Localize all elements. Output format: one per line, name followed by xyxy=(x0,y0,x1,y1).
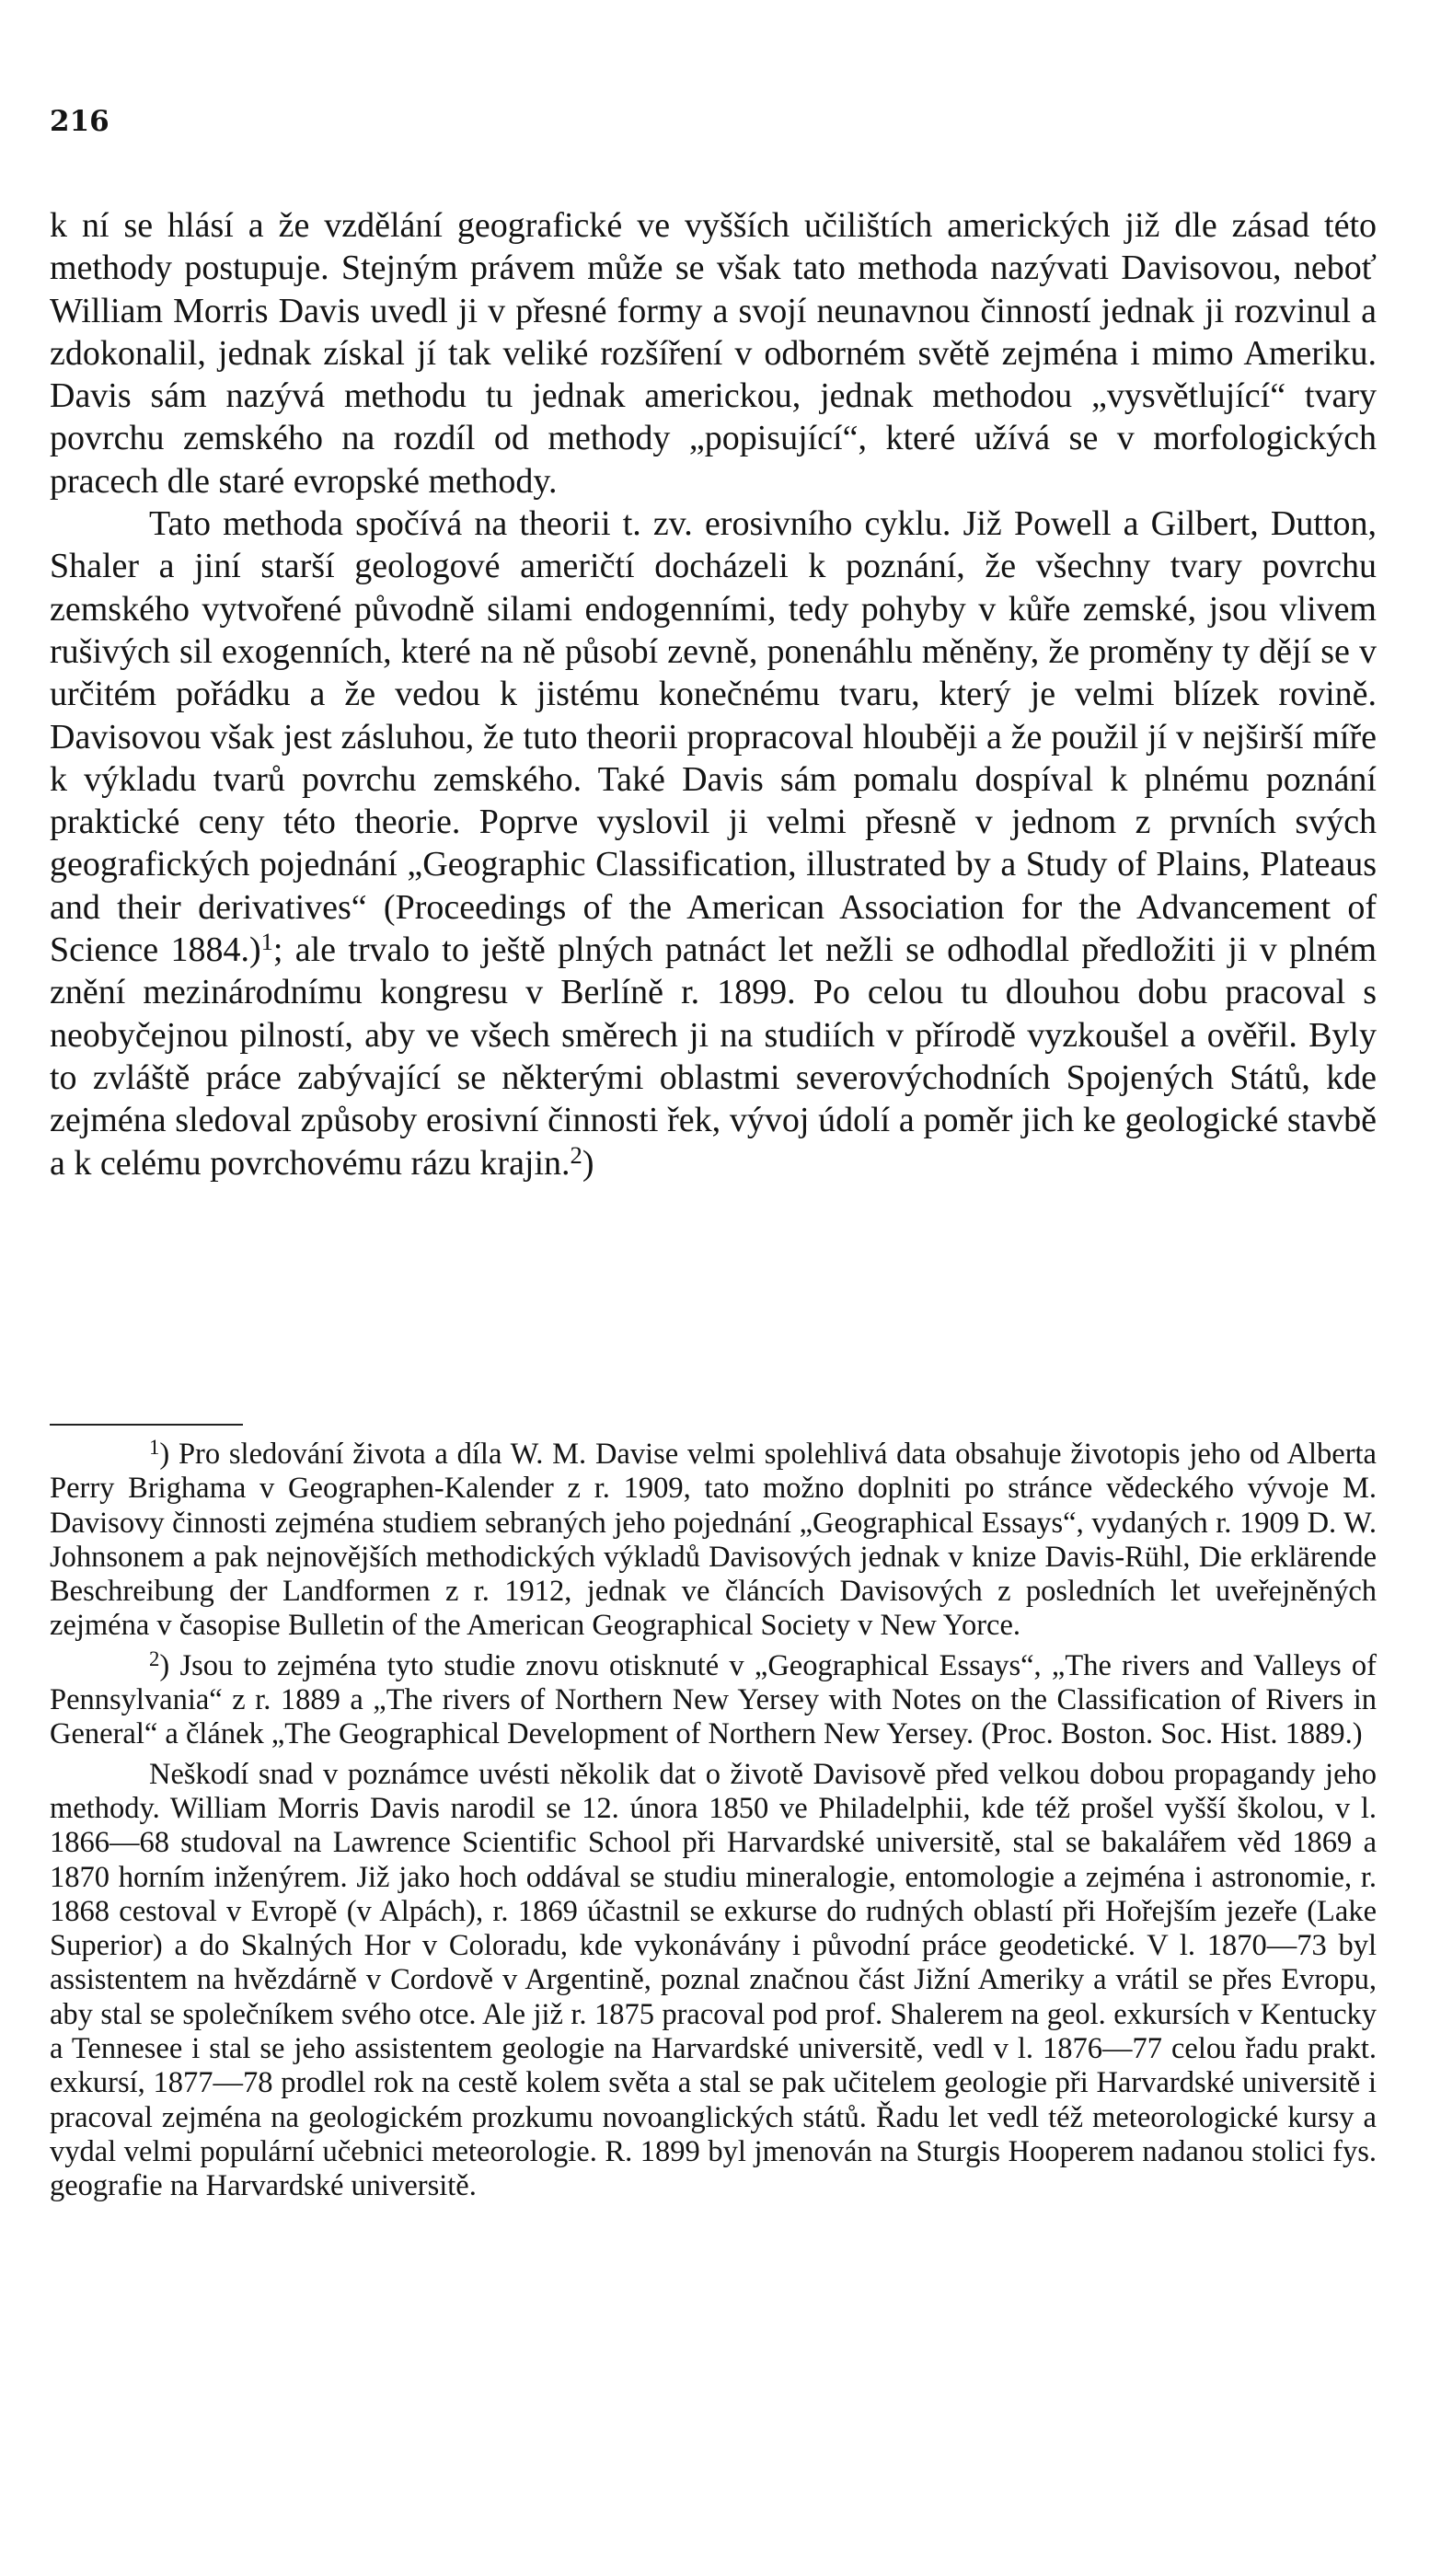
body-paragraph-2-text-end: ) xyxy=(582,1143,594,1183)
footnote-2-text: ) Jsou to zejména tyto studie znovu otisknuté v „Geographical Essays“, „The rivers and Valleys of Pennsylvania“ z r. 1889 a „The rivers of Northern New Yersey with Notes on the Classification of Rivers in General“ a článek „The Geographical Development of Northern New Yersey. (Proc. Boston. Soc. Hist. 1889.) xyxy=(50,1648,1377,1751)
footnote-divider xyxy=(50,1424,243,1426)
footnote-2-mark: 2 xyxy=(149,1646,160,1670)
footnote-reference-1: 1 xyxy=(260,928,273,956)
body-paragraph-2 xyxy=(50,502,1377,1184)
footnote-1-text: ) Pro sledování života a díla W. M. Davise velmi spolehlivá data obsahuje životopis jeho od Alberta Perry Brighama v Geographen-Kalender z r. 1909, tato možno doplniti po stránce vědeckého vývoje M. Davisovy činnosti zejména studiem sebraných jeho pojednání „Geographical Essays“, vydaných r. 1909 D. W. Johnsonem a pak nejnovějších methodických výkladů Davisových jednak v knize Davis-Rühl, Die erklärende Beschreibung der Landformen z r. 1912, jednak ve článcích Davisových z posledních let uveřejněných zejména v časopise Bulletin of the American Geographical Society v New Yorce. xyxy=(50,1438,1377,1643)
footnotes-section xyxy=(50,1435,1377,2204)
body-paragraph-1: k ní se hlásí a že vzdělání geografické ve vyšších učilištích amerických již dle zásad této methody postupuje. Stejným právem může se však tato methoda nazývati Davisovou, neboť William Morris Davis uvedl ji v přesné formy a svojí neunavnou činností jednak ji rozvinul a zdokonalil, jednak získal jí tak veliké rozšíření v odborném světě zejména i mimo Ameriku. Davis sám nazývá methodu tu jednak americkou, jednak methodou „vysvětlující“ tvary povrchu zemského na rozdíl od methody „popisující“, které užívá se v morfologických pracech dle staré evropské methody. xyxy=(50,206,1377,501)
footnote-1-mark: 1 xyxy=(149,1435,160,1459)
page-number: 216 xyxy=(50,105,110,138)
footnote-biography-paragraph: Neškodí snad v poznámce uvésti několik dat o životě Davisově před velkou dobou propagandy jeho methody. William Morris Davis narodil se 12. února 1850 ve Philadelphii, kde též prošel vyšší školou, v l. 1866—68 studoval na Lawrence Scientific School při Harvardské universitě, stal se bakalářem věd 1869 a 1870 horním inženýrem. Již jako hoch oddával se studiu mineralogie, entomologie a zejména i astronomie, r. 1868 cestoval v Evropě (v Alpách), r. 1869 účastnil se exkurse do rudných oblastí při Hořejším jezeře (Lake Superior) a do Skalných Hor v Coloradu, kde vykonávány i původní práce geodetické. V l. 1870—73 byl assistentem na hvězdárně v Cordově v Argentině, poznal značnou část Jižní Ameriky a vrátil se přes Evropu, aby stal se společníkem svého otce. Ale již r. 1875 pracoval pod prof. Shalerem na geol. exkursích v Kentucky a Tennesee i stal se jeho assistentem geologie na Harvardské universitě, vedl v l. 1876—77 celou řadu prakt. exkursí, 1877—78 prodlel rok na cestě kolem světa a stal se pak učitelem geologie při Harvardské universitě i pracoval zejména na geologickém prozkumu novoanglických států. Řadu let vedl též meteorologické kursy a vydal velmi populární učebnici meteorologie. R. 1899 byl jmenován na Sturgis Hooperem nadanou stolici fys. geografie na Harvardské universitě. xyxy=(50,1757,1377,2203)
footnote-2 xyxy=(50,1646,1377,1752)
footnote-reference-2: 2 xyxy=(570,1140,582,1169)
body-paragraph-2-text-middle: ; ale trvalo to ještě plných patnáct let nežli se odhodlal předložiti ji v plném znění mezinárodnímu kongresu v Berlíně r. 1899. Po celou tu dlouhou dobu pracoval s neobyčejnou pilností, aby ve všech směrech ji na studiích v přírodě vyzkoušel a ověřil. Byly to zvláště práce zabývající se některými oblastmi severovýchodních Spojených Států, kde zejména sledoval způsoby erosivní činnosti řek, vývoj údolí a poměr jich ke geologické stavbě a k celému povrchovému rázu krajin. xyxy=(50,930,1377,1183)
footnote-1 xyxy=(50,1435,1377,1644)
main-body-text xyxy=(50,204,1377,1184)
body-paragraph-2-text-start: Tato methoda spočívá na theorii t. zv. erosivního cyklu. Již Powell a Gilbert, Dutton, Shaler a jiní starší geologové američtí docházeli k poznání, že všechny tvary povrchu zemského vytvořené původně silami endogenními, tedy pohyby v kůře zemské, jsou vlivem rušivých sil exogenních, které na ně působí zevně, ponenáhlu měněny, že proměny ty dějí se v určitém pořádku a že vedou k jistému konečnému tvaru, který je velmi blízek rovině. Davisovou však jest zásluhou, že tuto theorii propracoval hlouběji a že použil jí v nejširší míře k výkladu tvarů povrchu zemského. Také Davis sám pomalu dospíval k plnému poznání praktické ceny této theorie. Poprve vyslovil ji velmi přesně v jednom z prvních svých geografických pojednání „Geographic Classification, illustrated by a Study of Plains, Plateaus and their derivatives“ (Proceedings of the American Association for the Advancement of Science 1884.) xyxy=(50,504,1377,970)
